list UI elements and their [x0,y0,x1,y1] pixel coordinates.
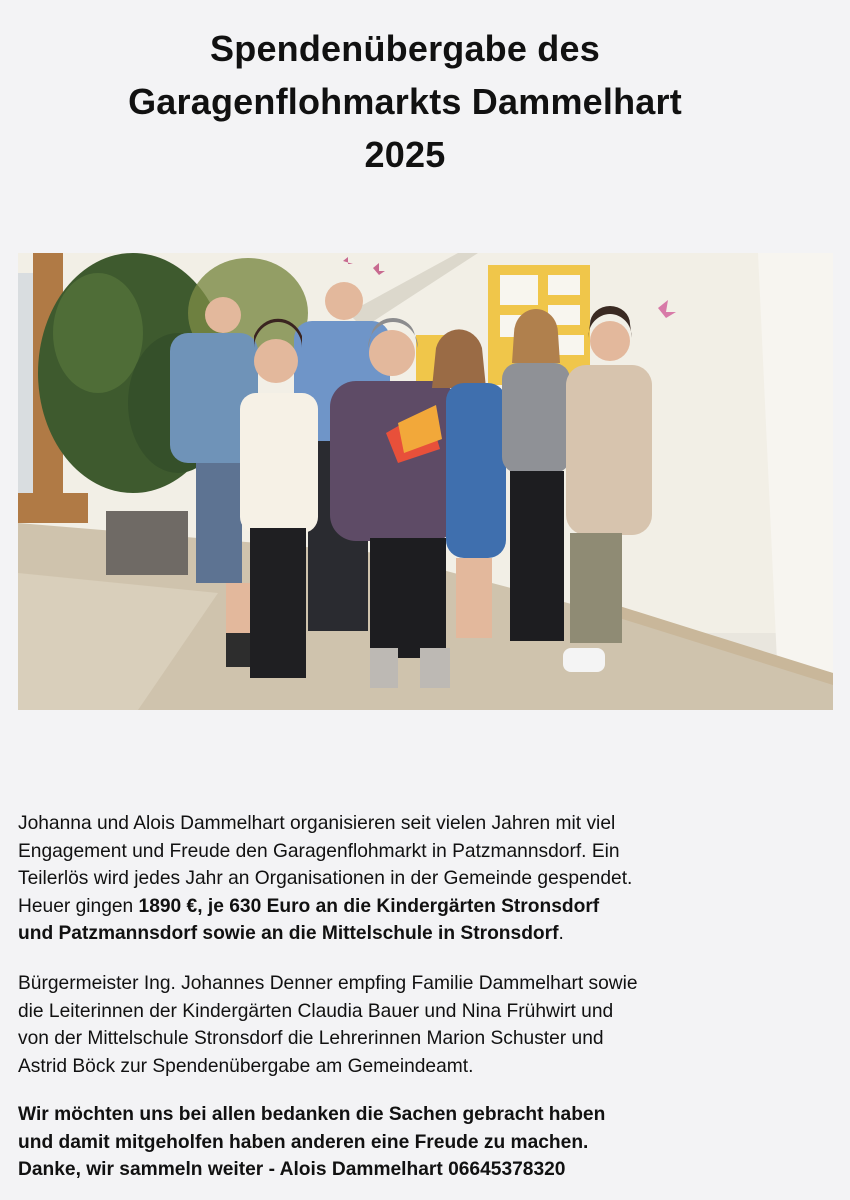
paragraph-1-line-5-suffix: . [558,923,564,945]
title-line-1: Spendenübergabe des [210,28,600,69]
group-photo [18,253,833,710]
paragraph-1-line-3: Teilerlös wird jedes Jahr an Organisationen in der Gemeinde gespendet. [18,868,633,890]
paragraph-1 [18,810,818,948]
donation-recipients-text: und Patzmannsdorf sowie an die Mittelschule in Stronsdorf [18,923,559,945]
paragraph-2 [18,970,818,1080]
paragraph-1-line-4 [18,893,818,921]
paragraph-2-line-2: die Leiterinnen der Kindergärten Claudia Bauer und Nina Frühwirt und [18,1000,614,1022]
paragraph-2-line-3: von der Mittelschule Stronsdorf die Lehrerinnen Marion Schuster und [18,1028,604,1050]
paragraph-3-line-2: und damit mitgeholfen haben anderen eine Freude zu machen. [18,1131,589,1153]
paragraph-2-line-1: Bürgermeister Ing. Johannes Denner empfing Familie Dammelhart sowie [18,973,638,994]
title-line-3: 2025 [364,134,446,175]
title-line-2: Garagenflohmarkts Dammelhart [128,81,682,122]
paragraph-3-thanks [18,1101,818,1184]
paragraph-3-line-1: Wir möchten uns bei allen bedanken die Sachen gebracht haben [18,1104,606,1125]
paragraph-1-line-2: Engagement und Freude den Garagenflohmarkt in Patzmannsdorf. Ein [18,840,620,862]
paragraph-3-line-3: Danke, wir sammeln weiter - Alois Dammelhart 06645378320 [18,1159,566,1181]
page-title [0,22,810,181]
donation-amount-text: 1890 €, je 630 Euro an die Kindergärten Stronsdorf [138,895,600,917]
paragraph-1-line-1: Johanna und Alois Dammelhart organisieren seit vielen Jahren mit viel [18,813,616,834]
paragraph-2-line-4: Astrid Böck zur Spendenübergabe am Gemeindeamt. [18,1055,474,1077]
group-photo-illustration [18,253,833,710]
paragraph-1-line-5 [18,920,818,948]
paragraph-1-line-4-prefix: Heuer gingen [18,895,139,917]
